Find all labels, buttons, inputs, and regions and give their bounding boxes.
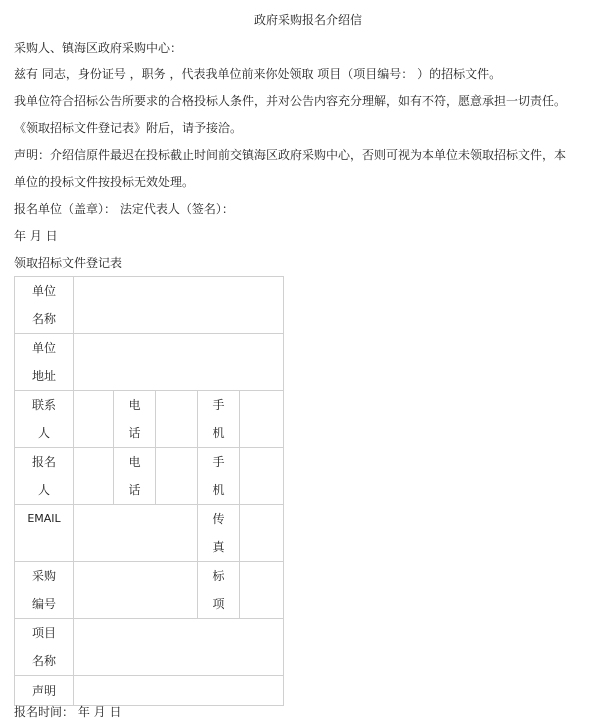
label-lot: 标项: [198, 562, 240, 619]
label-mobile-2: 手机: [198, 448, 240, 505]
label-phone: 电话: [114, 391, 156, 448]
field-unit-name[interactable]: [74, 277, 284, 334]
field-phone-2[interactable]: [156, 448, 198, 505]
label-fax: 传真: [198, 505, 240, 562]
field-registrant[interactable]: [74, 448, 114, 505]
label-unit-name: 单位名称: [15, 277, 74, 334]
field-email[interactable]: [74, 505, 198, 562]
salutation: 采购人、镇海区政府采购中心：: [14, 41, 183, 55]
field-project-name[interactable]: [74, 619, 284, 676]
field-fax[interactable]: [240, 505, 284, 562]
field-contact[interactable]: [74, 391, 114, 448]
row-registrant: [15, 448, 284, 505]
body-line-1: 兹有 同志，身份证号 ，职务 ，代表我单位前来你处领取 项目（项目编号： ）的招标文件。: [14, 67, 502, 81]
form-title: 领取招标文件登记表: [14, 256, 123, 270]
label-statement: 声明: [15, 676, 74, 706]
statement-line-1: 声明：介绍信原件最迟在投标截止时间前交镇海区政府采购中心，否则可视为本单位未领取招标文件，本: [14, 148, 567, 162]
signature-line: 报名单位（盖章）： 法定代表人（签名）：: [14, 202, 234, 216]
field-phone[interactable]: [156, 391, 198, 448]
registration-time: 报名时间： 年 月 日: [14, 705, 122, 719]
label-contact: 联系人: [15, 391, 74, 448]
label-purchase-no: 采购编号: [15, 562, 74, 619]
row-purchase-no: [15, 562, 284, 619]
field-purchase-no[interactable]: [74, 562, 198, 619]
label-project-name: 项目名称: [15, 619, 74, 676]
row-statement: [15, 676, 284, 706]
row-unit-address: [15, 334, 284, 391]
row-unit-name: [15, 277, 284, 334]
label-phone-2: 电话: [114, 448, 156, 505]
label-registrant: 报名人: [15, 448, 74, 505]
label-email: EMAIL: [15, 505, 74, 562]
label-mobile: 手机: [198, 391, 240, 448]
registration-form-table: [14, 276, 284, 706]
statement-line-2: 单位的投标文件按投标无效处理。: [14, 175, 195, 189]
field-statement[interactable]: [74, 676, 284, 706]
field-lot[interactable]: [240, 562, 284, 619]
field-unit-address[interactable]: [74, 334, 284, 391]
body-line-3: 《领取招标文件登记表》附后，请予接洽。: [14, 121, 243, 135]
row-email: [15, 505, 284, 562]
row-contact: [15, 391, 284, 448]
label-unit-address: 单位地址: [15, 334, 74, 391]
field-mobile[interactable]: [240, 391, 284, 448]
row-project-name: [15, 619, 284, 676]
page-title: 政府采购报名介绍信: [253, 13, 362, 27]
date-line: 年 月 日: [14, 229, 58, 243]
body-line-2: 我单位符合招标公告所要求的合格投标人条件，并对公告内容充分理解，如有不符，愿意承担一切责任。: [14, 94, 567, 108]
field-mobile-2[interactable]: [240, 448, 284, 505]
